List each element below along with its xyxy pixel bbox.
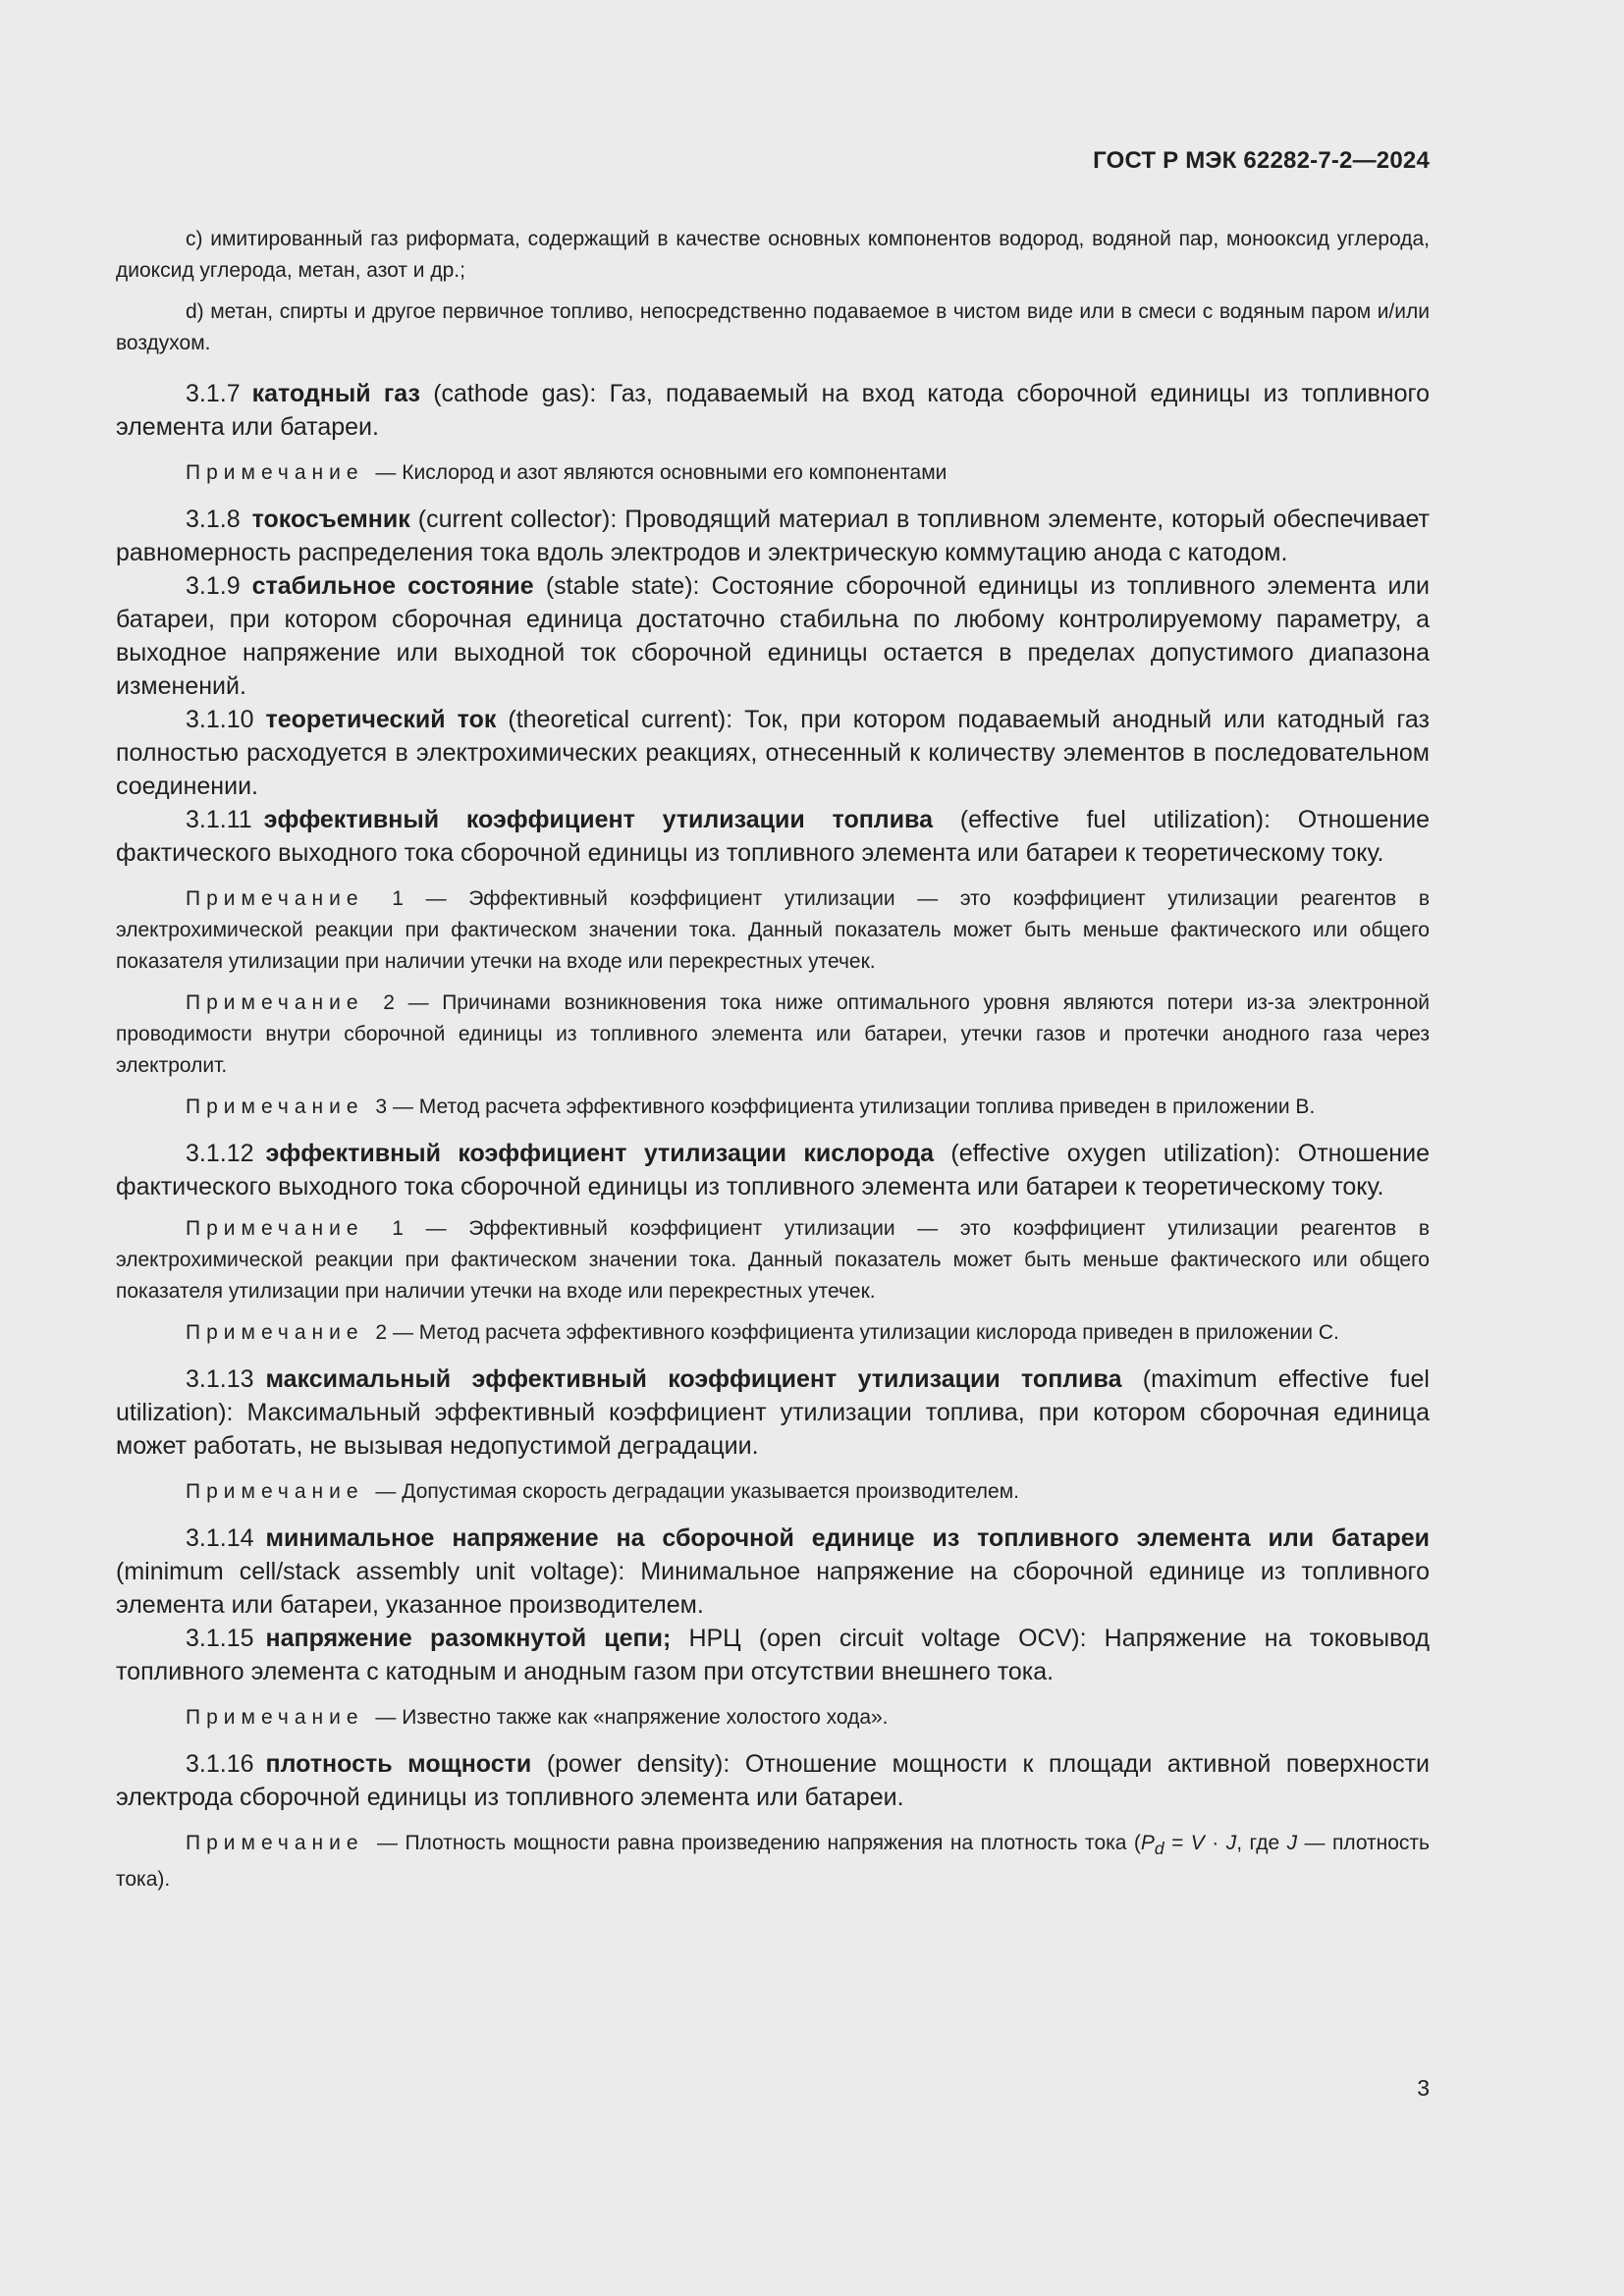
term-definition: (minimum cell/stack assembly unit voltage): Минимальное напряжение на сборочной единице из топливного элемента или батареи, указанное производителем. [116, 1558, 1430, 1619]
note-number: 3 [375, 1095, 388, 1118]
note-3-1-7 [116, 457, 1430, 489]
term-number: 3.1.9 [186, 572, 241, 600]
note-text: — Эффективный коэффициент утилизации — это коэффициент утилизации реагентов в электрохимической реакции при фактическом значении тока. Данный показатель может быть меньше фактического или общего показателя утилизации при наличии утечки на входе или перекрестных утечек. [116, 1217, 1430, 1303]
note-text-b: , где [1236, 1832, 1287, 1854]
term-definition: (stable state): Состояние сборочной единицы из топливного элемента или батареи, при котором сборочная единица достаточно стабильна по любому контролируемому параметру, а выходное напряжение или выходной ток сборочной единицы остается в пределах допустимого диапазона изменений. [116, 572, 1430, 700]
term-definition: (effective fuel utilization): Отношение фактического выходного тока сборочной единицы из топливного элемента или батареи к теоретическому току. [116, 806, 1430, 867]
note-text-c: — плотность тока). [116, 1832, 1430, 1892]
formula-dot: · [1204, 1832, 1226, 1854]
page-content [116, 224, 1430, 1896]
term-number: 3.1.11 [186, 806, 252, 833]
term-3-1-14 [116, 1522, 1430, 1622]
term-number: 3.1.13 [186, 1365, 254, 1393]
note-number: 1 [392, 1217, 404, 1240]
term-definition: (cathode gas): Газ, подаваемый на вход катода сборочной единицы из топливного элемента или батареи. [116, 380, 1430, 441]
formula-p-subscript: d [1154, 1839, 1164, 1859]
formula-j: J [1225, 1832, 1237, 1854]
term-3-1-9 [116, 569, 1430, 703]
note-3-1-15 [116, 1702, 1430, 1734]
formula-v: V [1190, 1832, 1205, 1854]
term-3-1-13 [116, 1362, 1430, 1463]
term-name: катодный газ [251, 380, 420, 407]
formula-j-2: J [1286, 1832, 1298, 1854]
note-text: — Допустимая скорость деградации указывается производителем. [375, 1480, 1020, 1503]
term-name: максимальный эффективный коэффициент утилизации топлива [265, 1365, 1122, 1393]
term-3-1-11 [116, 803, 1430, 870]
term-3-1-15 [116, 1622, 1430, 1688]
term-number: 3.1.14 [186, 1524, 254, 1552]
note-3-1-16 [116, 1828, 1430, 1896]
term-name: напряжение разомкнутой цепи; [265, 1625, 672, 1652]
note-3-1-11-3 [116, 1092, 1430, 1123]
term-definition: НРЦ (open circuit voltage OCV): Напряжение на токовывод топливного элемента с катодным и анодным газом при отсутствии внешнего тока. [116, 1625, 1431, 1685]
list-item-c: c) имитированный газ риформата, содержащий в качестве основных компонентов водород, водяной пар, монооксид углерода, диоксид углерода, метан, азот и др.; [116, 228, 1430, 282]
note-label: Примечание [186, 461, 364, 484]
note-label: Примечание [186, 887, 364, 910]
term-name: минимальное напряжение на сборочной единице из топливного элемента или батареи [265, 1524, 1430, 1552]
term-definition: (maximum effective fuel utilization): Максимальный эффективный коэффициент утилизации топлива, при котором сборочная единица может работать, не вызывая недопустимой деградации. [116, 1365, 1430, 1460]
term-number: 3.1.8 [186, 506, 241, 533]
term-name: стабильное состояние [251, 572, 534, 600]
term-name: эффективный коэффициент утилизации топлива [263, 806, 934, 833]
formula-equals: = [1164, 1832, 1191, 1854]
note-label: Примечание [186, 1706, 364, 1729]
note-label: Примечание [186, 1217, 364, 1240]
document-code: ГОСТ Р МЭК 62282-7-2—2024 [1093, 147, 1430, 174]
note-text: — Метод расчета эффективного коэффициента утилизации топлива приведен в приложении B. [392, 1095, 1316, 1118]
list-item-d: d) метан, спирты и другое первичное топливо, непосредственно подаваемое в чистом виде или в смеси с водяным паром и/или воздухом. [116, 300, 1430, 354]
note-label: Примечание [186, 991, 364, 1014]
term-name: токосъемник [251, 506, 410, 533]
note-3-1-13 [116, 1476, 1430, 1508]
formula-p: P [1140, 1832, 1155, 1854]
term-definition: (power density): Отношение мощности к площади активной поверхности электрода сборочной единицы из топливного элемента или батареи. [116, 1750, 1430, 1811]
note-text: — Кислород и азот являются основными его компонентами [375, 461, 947, 484]
note-text: — Причинами возникновения тока ниже оптимального уровня являются потери из-за электронной проводимости внутри сборочной единицы из топливного элемента или батареи, утечки газов и протечки анодного газа через электролит. [116, 991, 1430, 1077]
term-definition: (effective oxygen utilization): Отношение фактического выходного тока сборочной единицы из топливного элемента или батареи к теоретическому току. [116, 1140, 1430, 1201]
term-3-1-8 [116, 503, 1430, 569]
term-definition: (current collector): Проводящий материал в топливном элементе, который обеспечивает равномерность распределения тока вдоль электродов и электрическую коммутацию анода с катодом. [116, 506, 1431, 566]
note-3-1-12-2 [116, 1317, 1430, 1349]
term-number: 3.1.16 [186, 1750, 254, 1778]
term-definition: (theoretical current): Ток, при котором подаваемый анодный или катодный газ полностью расходуется в электрохимических реакциях, отнесенный к количеству элементов в последовательном соединении. [116, 706, 1431, 800]
term-number: 3.1.15 [186, 1625, 254, 1652]
note-number: 2 [375, 1321, 388, 1344]
note-number: 1 [392, 887, 404, 910]
term-3-1-7 [116, 377, 1430, 444]
note-label: Примечание [186, 1480, 364, 1503]
term-name: плотность мощности [265, 1750, 532, 1778]
note-3-1-12-1 [116, 1213, 1430, 1308]
term-name: теоретический ток [265, 706, 497, 733]
note-text: — Известно также как «напряжение холостого хода». [375, 1706, 889, 1729]
note-text: — Метод расчета эффективного коэффициента утилизации кислорода приведен в приложении C. [392, 1321, 1339, 1344]
note-3-1-11-1 [116, 883, 1430, 978]
page-number: 3 [1417, 2075, 1430, 2101]
note-label: Примечание [186, 1832, 364, 1854]
note-text-a: — Плотность мощности равна произведению напряжения на плотность тока ( [377, 1832, 1141, 1854]
note-label: Примечание [186, 1321, 364, 1344]
note-label: Примечание [186, 1095, 364, 1118]
note-number: 2 [383, 991, 395, 1014]
note-text: — Эффективный коэффициент утилизации — это коэффициент утилизации реагентов в электрохимической реакции при фактическом значении тока. Данный показатель может быть меньше фактического или общего показателя утилизации при наличии утечки на входе или перекрестных утечек. [116, 887, 1430, 973]
term-3-1-16 [116, 1747, 1430, 1814]
term-number: 3.1.7 [186, 380, 241, 407]
term-3-1-12 [116, 1137, 1430, 1203]
term-number: 3.1.10 [186, 706, 254, 733]
term-name: эффективный коэффициент утилизации кислорода [265, 1140, 934, 1167]
term-3-1-10 [116, 703, 1430, 803]
term-number: 3.1.12 [186, 1140, 254, 1167]
note-3-1-11-2 [116, 988, 1430, 1082]
